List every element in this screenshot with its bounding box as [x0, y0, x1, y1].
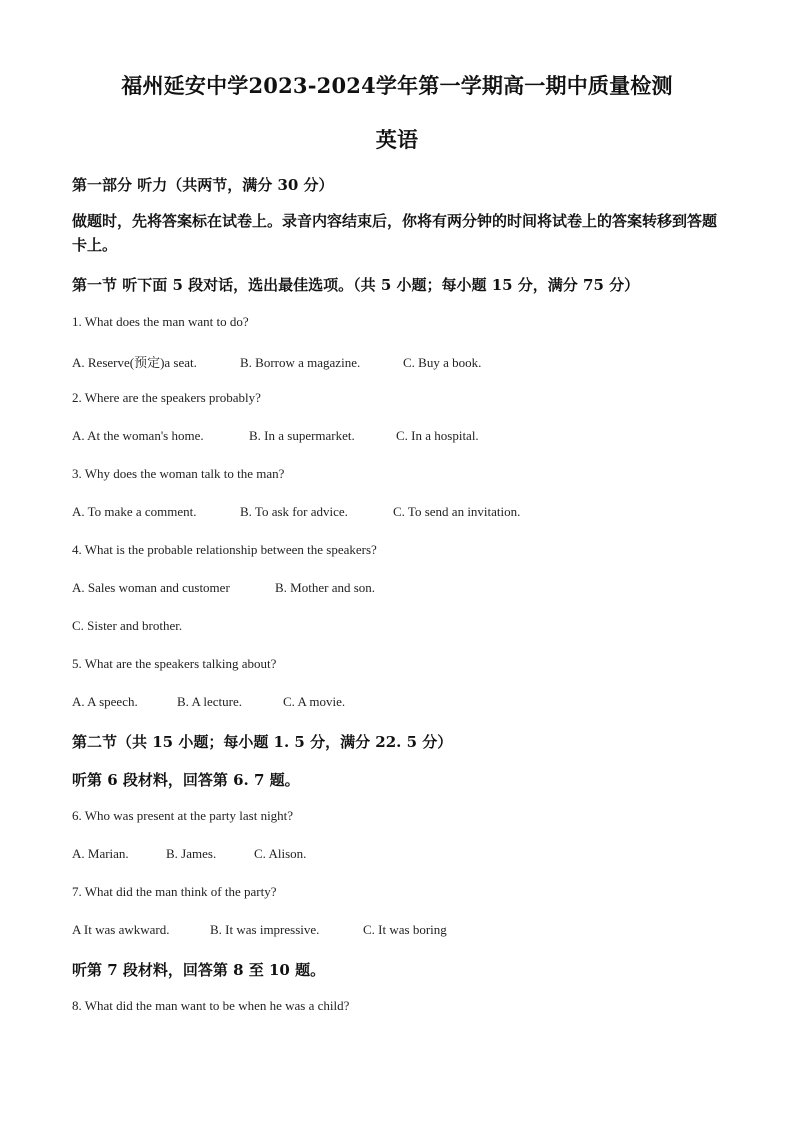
- section1-heading: 第一节 听下面 5 段对话，选出最佳选项。（共 5 小题；每小题 15 分，满分 75 分）: [72, 276, 640, 294]
- section2-heading: 第二节（共 15 小题；每小题 1. 5 分，满分 22. 5 分）: [72, 733, 453, 751]
- question-1-options: [72, 352, 722, 371]
- question-4-stem: 4. What is the probable relationship between the speakers?: [72, 542, 377, 557]
- material7-heading: 听第 7 段材料，回答第 8 至 10 题。: [72, 961, 326, 979]
- option-a: A. A speech.: [72, 694, 138, 709]
- question-6-stem: 6. Who was present at the party last night?: [72, 808, 294, 823]
- question-6-options: [72, 846, 722, 862]
- option-b: B. James.: [166, 846, 217, 861]
- question-8-stem: 8. What did the man want to be when he was a child?: [72, 998, 350, 1013]
- option-c: C. Sister and brother.: [72, 618, 183, 633]
- part1-notice: 做题时，先将答案标在试卷上。录音内容结束后，你将有两分钟的时间将试卷上的答案转移到答题卡上。: [72, 212, 718, 254]
- option-c: C. To send an invitation.: [393, 504, 521, 519]
- subject-title: 英语: [375, 127, 419, 152]
- exam-title: 福州延安中学2023-2024学年第一学期高一期中质量检测: [121, 73, 673, 98]
- option-c: C. A movie.: [283, 694, 346, 709]
- question-2-options: [72, 428, 722, 444]
- option-c: C. Alison.: [254, 846, 307, 861]
- part1-heading: 第一部分 听力（共两节，满分 30 分）: [72, 176, 334, 194]
- question-4-options: [72, 580, 722, 596]
- option-b: B. Borrow a magazine.: [240, 355, 361, 370]
- option-b: B. It was impressive.: [210, 922, 320, 937]
- option-c: C. It was boring: [363, 922, 447, 937]
- question-5-options: [72, 694, 722, 710]
- question-7-stem: 7. What did the man think of the party?: [72, 884, 277, 899]
- option-a: A. At the woman's home.: [72, 428, 204, 443]
- option-b: B. To ask for advice.: [240, 504, 348, 519]
- option-b: B. A lecture.: [177, 694, 242, 709]
- material6-heading: 听第 6 段材料，回答第 6. 7 题。: [72, 771, 300, 789]
- option-a: A. To make a comment.: [72, 504, 197, 519]
- option-a: A It was awkward.: [72, 922, 170, 937]
- question-1-stem: 1. What does the man want to do?: [72, 314, 249, 329]
- option-a: A. Sales woman and customer: [72, 580, 230, 595]
- option-c: C. Buy a book.: [403, 355, 482, 370]
- option-a: A. Marian.: [72, 846, 129, 861]
- option-a: A. Reserve(预定)a seat.: [72, 355, 197, 370]
- option-b: B. In a supermarket.: [249, 428, 355, 443]
- option-b: B. Mother and son.: [275, 580, 376, 595]
- question-5-stem: 5. What are the speakers talking about?: [72, 656, 277, 671]
- question-3-options: [72, 504, 722, 520]
- question-7-options: [72, 922, 722, 938]
- question-2-stem: 2. Where are the speakers probably?: [72, 390, 261, 405]
- question-3-stem: 3. Why does the woman talk to the man?: [72, 466, 285, 481]
- option-c: C. In a hospital.: [396, 428, 479, 443]
- question-4-options-line2: [72, 618, 722, 634]
